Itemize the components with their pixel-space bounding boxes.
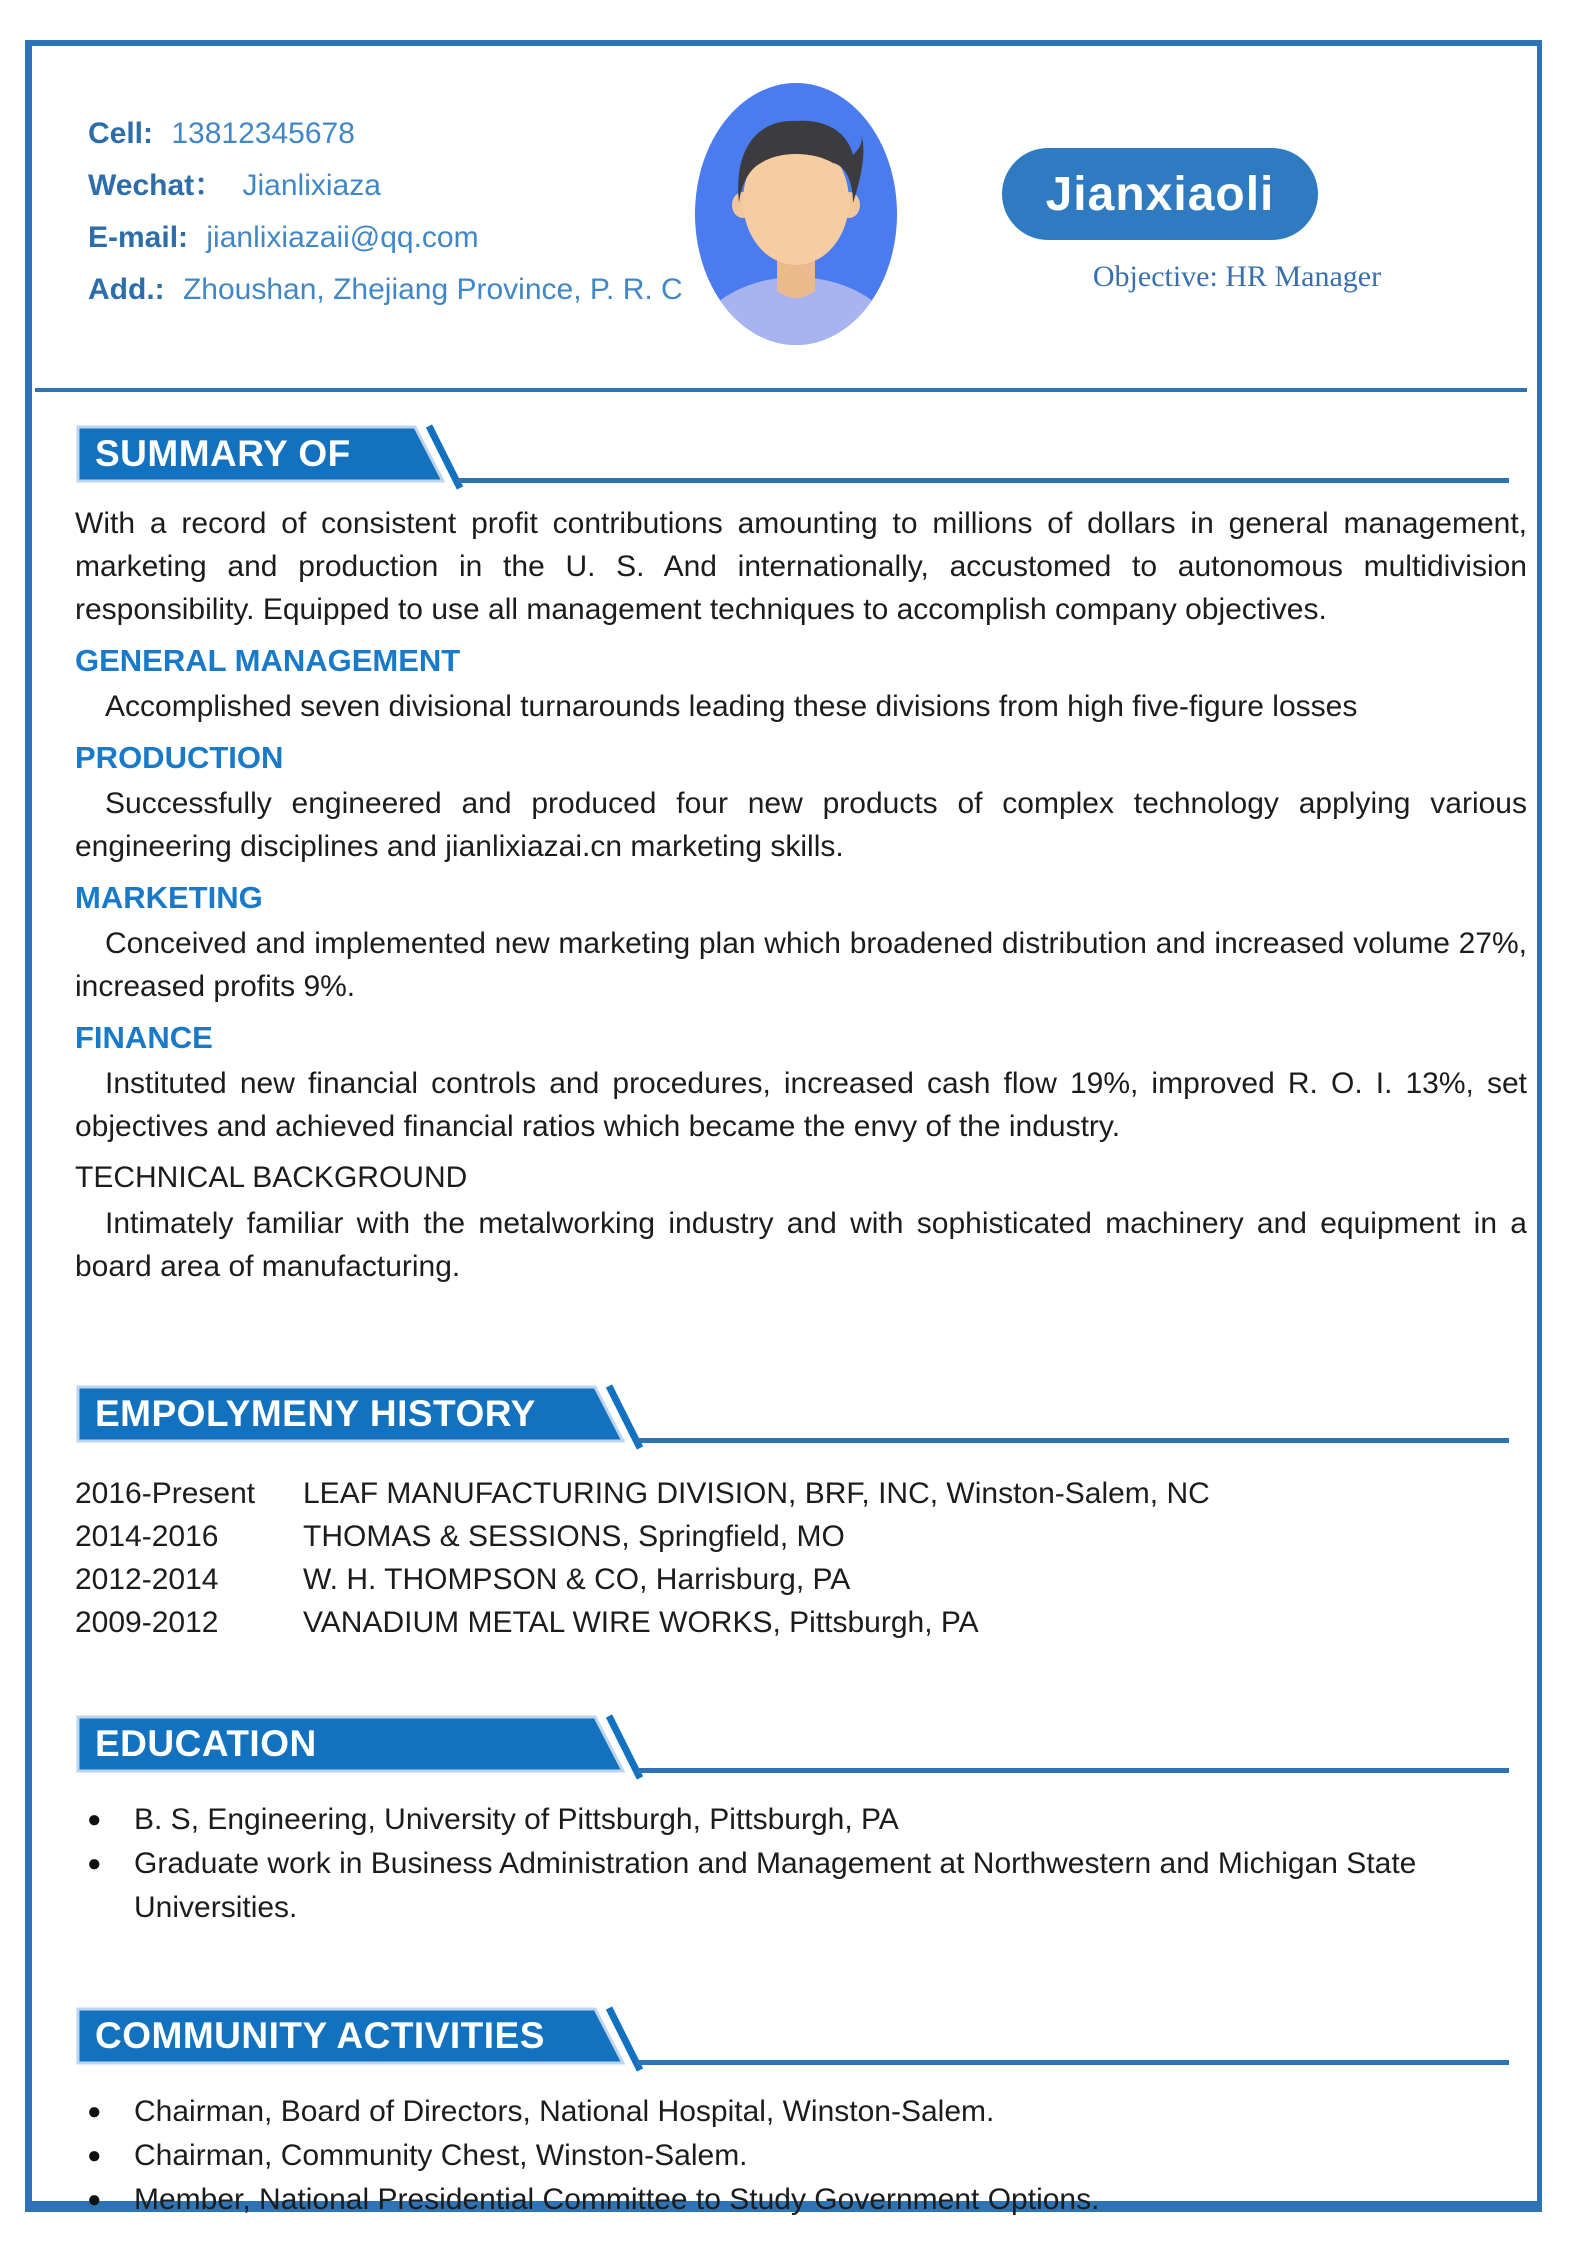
- header: [32, 46, 1537, 388]
- list-item: [75, 2178, 1527, 2222]
- bullet-icon: ●: [87, 2186, 102, 2213]
- summary-section-banner: [75, 424, 1527, 490]
- resume-page-frame: [25, 40, 1542, 2216]
- cell-label: Cell:: [88, 117, 154, 150]
- bullet-icon: ●: [87, 2142, 102, 2169]
- contact-row-cell: [88, 108, 683, 160]
- employment-list: [75, 1472, 1527, 1644]
- education-list: [75, 1798, 1527, 1930]
- list-item: [75, 2134, 1527, 2178]
- employment-company: W. H. THOMPSON & CO, Harrisburg, PA: [303, 1563, 851, 1596]
- general-management-heading: GENERAL MANAGEMENT: [75, 643, 461, 678]
- employment-period: 2012-2014: [75, 1563, 219, 1596]
- community-section-title: COMMUNITY ACTIVITIES: [95, 2015, 545, 2056]
- community-item-text: Chairman, Board of Directors, National Hospital, Winston-Salem.: [134, 2095, 995, 2128]
- education-section-title: EDUCATION: [95, 1723, 317, 1764]
- employment-row: [75, 1515, 1527, 1558]
- employment-period: 2016-Present: [75, 1477, 256, 1510]
- employment-company: THOMAS & SESSIONS, Springfield, MO: [303, 1520, 845, 1553]
- contact-row-email: [88, 212, 683, 264]
- wechat-label: Wechat：: [88, 169, 225, 202]
- email-value: jianlixiazaii@qq.com: [206, 221, 479, 254]
- technical-background-text: Intimately familiar with the metalworking industry and with sophisticated machinery and equipment in a board area of manufacturing.: [75, 1207, 1527, 1283]
- avatar: [695, 83, 897, 345]
- employment-row: [75, 1558, 1527, 1601]
- contact-row-wechat: [88, 160, 683, 212]
- name-badge: [1002, 148, 1318, 240]
- summary-section-title: SUMMARY OF: [95, 433, 351, 474]
- objective-text: Objective: HR Manager: [1092, 260, 1382, 293]
- employment-company: LEAF MANUFACTURING DIVISION, BRF, INC, Winston-Salem, NC: [303, 1477, 1210, 1510]
- marketing-text: Conceived and implemented new marketing plan which broadened distribution and increased volume 27%, increased profits 9%.: [75, 927, 1527, 1003]
- bullet-icon: ●: [87, 1850, 102, 1877]
- employment-section-banner: [75, 1384, 1527, 1450]
- bullet-icon: ●: [87, 1806, 102, 1833]
- finance-text: Instituted new financial controls and procedures, increased cash flow 19%, improved R. O. I. 13%, set objectives and achieved financial ratios which became the envy of the industry.: [75, 1067, 1527, 1143]
- community-item-text: Chairman, Community Chest, Winston-Salem.: [134, 2139, 748, 2172]
- email-label: E-mail:: [88, 221, 189, 254]
- contact-block: [88, 108, 683, 316]
- education-section-banner: [75, 1714, 1527, 1780]
- technical-background-heading: TECHNICAL BACKGROUND: [75, 1161, 468, 1194]
- employment-section-title: EMPOLYMENY HISTORY: [95, 1393, 536, 1434]
- address-label: Add.:: [88, 273, 165, 306]
- wechat-value: Jianlixiaza: [242, 169, 381, 202]
- community-list: [75, 2090, 1527, 2222]
- employment-period: 2014-2016: [75, 1520, 219, 1553]
- list-item: [75, 1842, 1527, 1930]
- header-divider: [35, 388, 1527, 392]
- summary-intro-paragraph: With a record of consistent profit contributions amounting to millions of dollars in general management, marketing and production in the U. S. And internationally, accustomed to autonomous multidivision responsibility. Equipped to use all management techniques to accomplish company objectives.: [75, 507, 1527, 626]
- finance-heading: FINANCE: [75, 1020, 213, 1055]
- resume-body: [32, 424, 1537, 2222]
- bullet-icon: ●: [87, 2098, 102, 2125]
- employment-row: [75, 1472, 1527, 1515]
- marketing-heading: MARKETING: [75, 880, 263, 915]
- production-text: Successfully engineered and produced four new products of complex technology applying various engineering disciplines and jianlixiazai.cn marketing skills.: [75, 787, 1527, 863]
- list-item: [75, 2090, 1527, 2134]
- cell-value: 13812345678: [171, 117, 355, 150]
- general-management-text: Accomplished seven divisional turnarounds leading these divisions from high five-figure losses: [105, 690, 1358, 723]
- education-item-text: Graduate work in Business Administration and Management at Northwestern and Michigan State Universities.: [134, 1847, 1417, 1924]
- list-item: [75, 1798, 1527, 1842]
- production-heading: PRODUCTION: [75, 740, 284, 775]
- employment-row: [75, 1601, 1527, 1644]
- candidate-name: Jianxiaoli: [1045, 167, 1275, 221]
- community-section-banner: [75, 2006, 1527, 2072]
- education-item-text: B. S, Engineering, University of Pittsburgh, Pittsburgh, PA: [134, 1803, 899, 1836]
- employment-period: 2009-2012: [75, 1606, 219, 1639]
- community-item-text: Member, National Presidential Committee to Study Government Options.: [134, 2183, 1100, 2216]
- address-value: Zhoushan, Zhejiang Province, P. R. C: [182, 273, 683, 306]
- contact-row-address: [88, 264, 683, 316]
- employment-company: VANADIUM METAL WIRE WORKS, Pittsburgh, PA: [303, 1606, 979, 1639]
